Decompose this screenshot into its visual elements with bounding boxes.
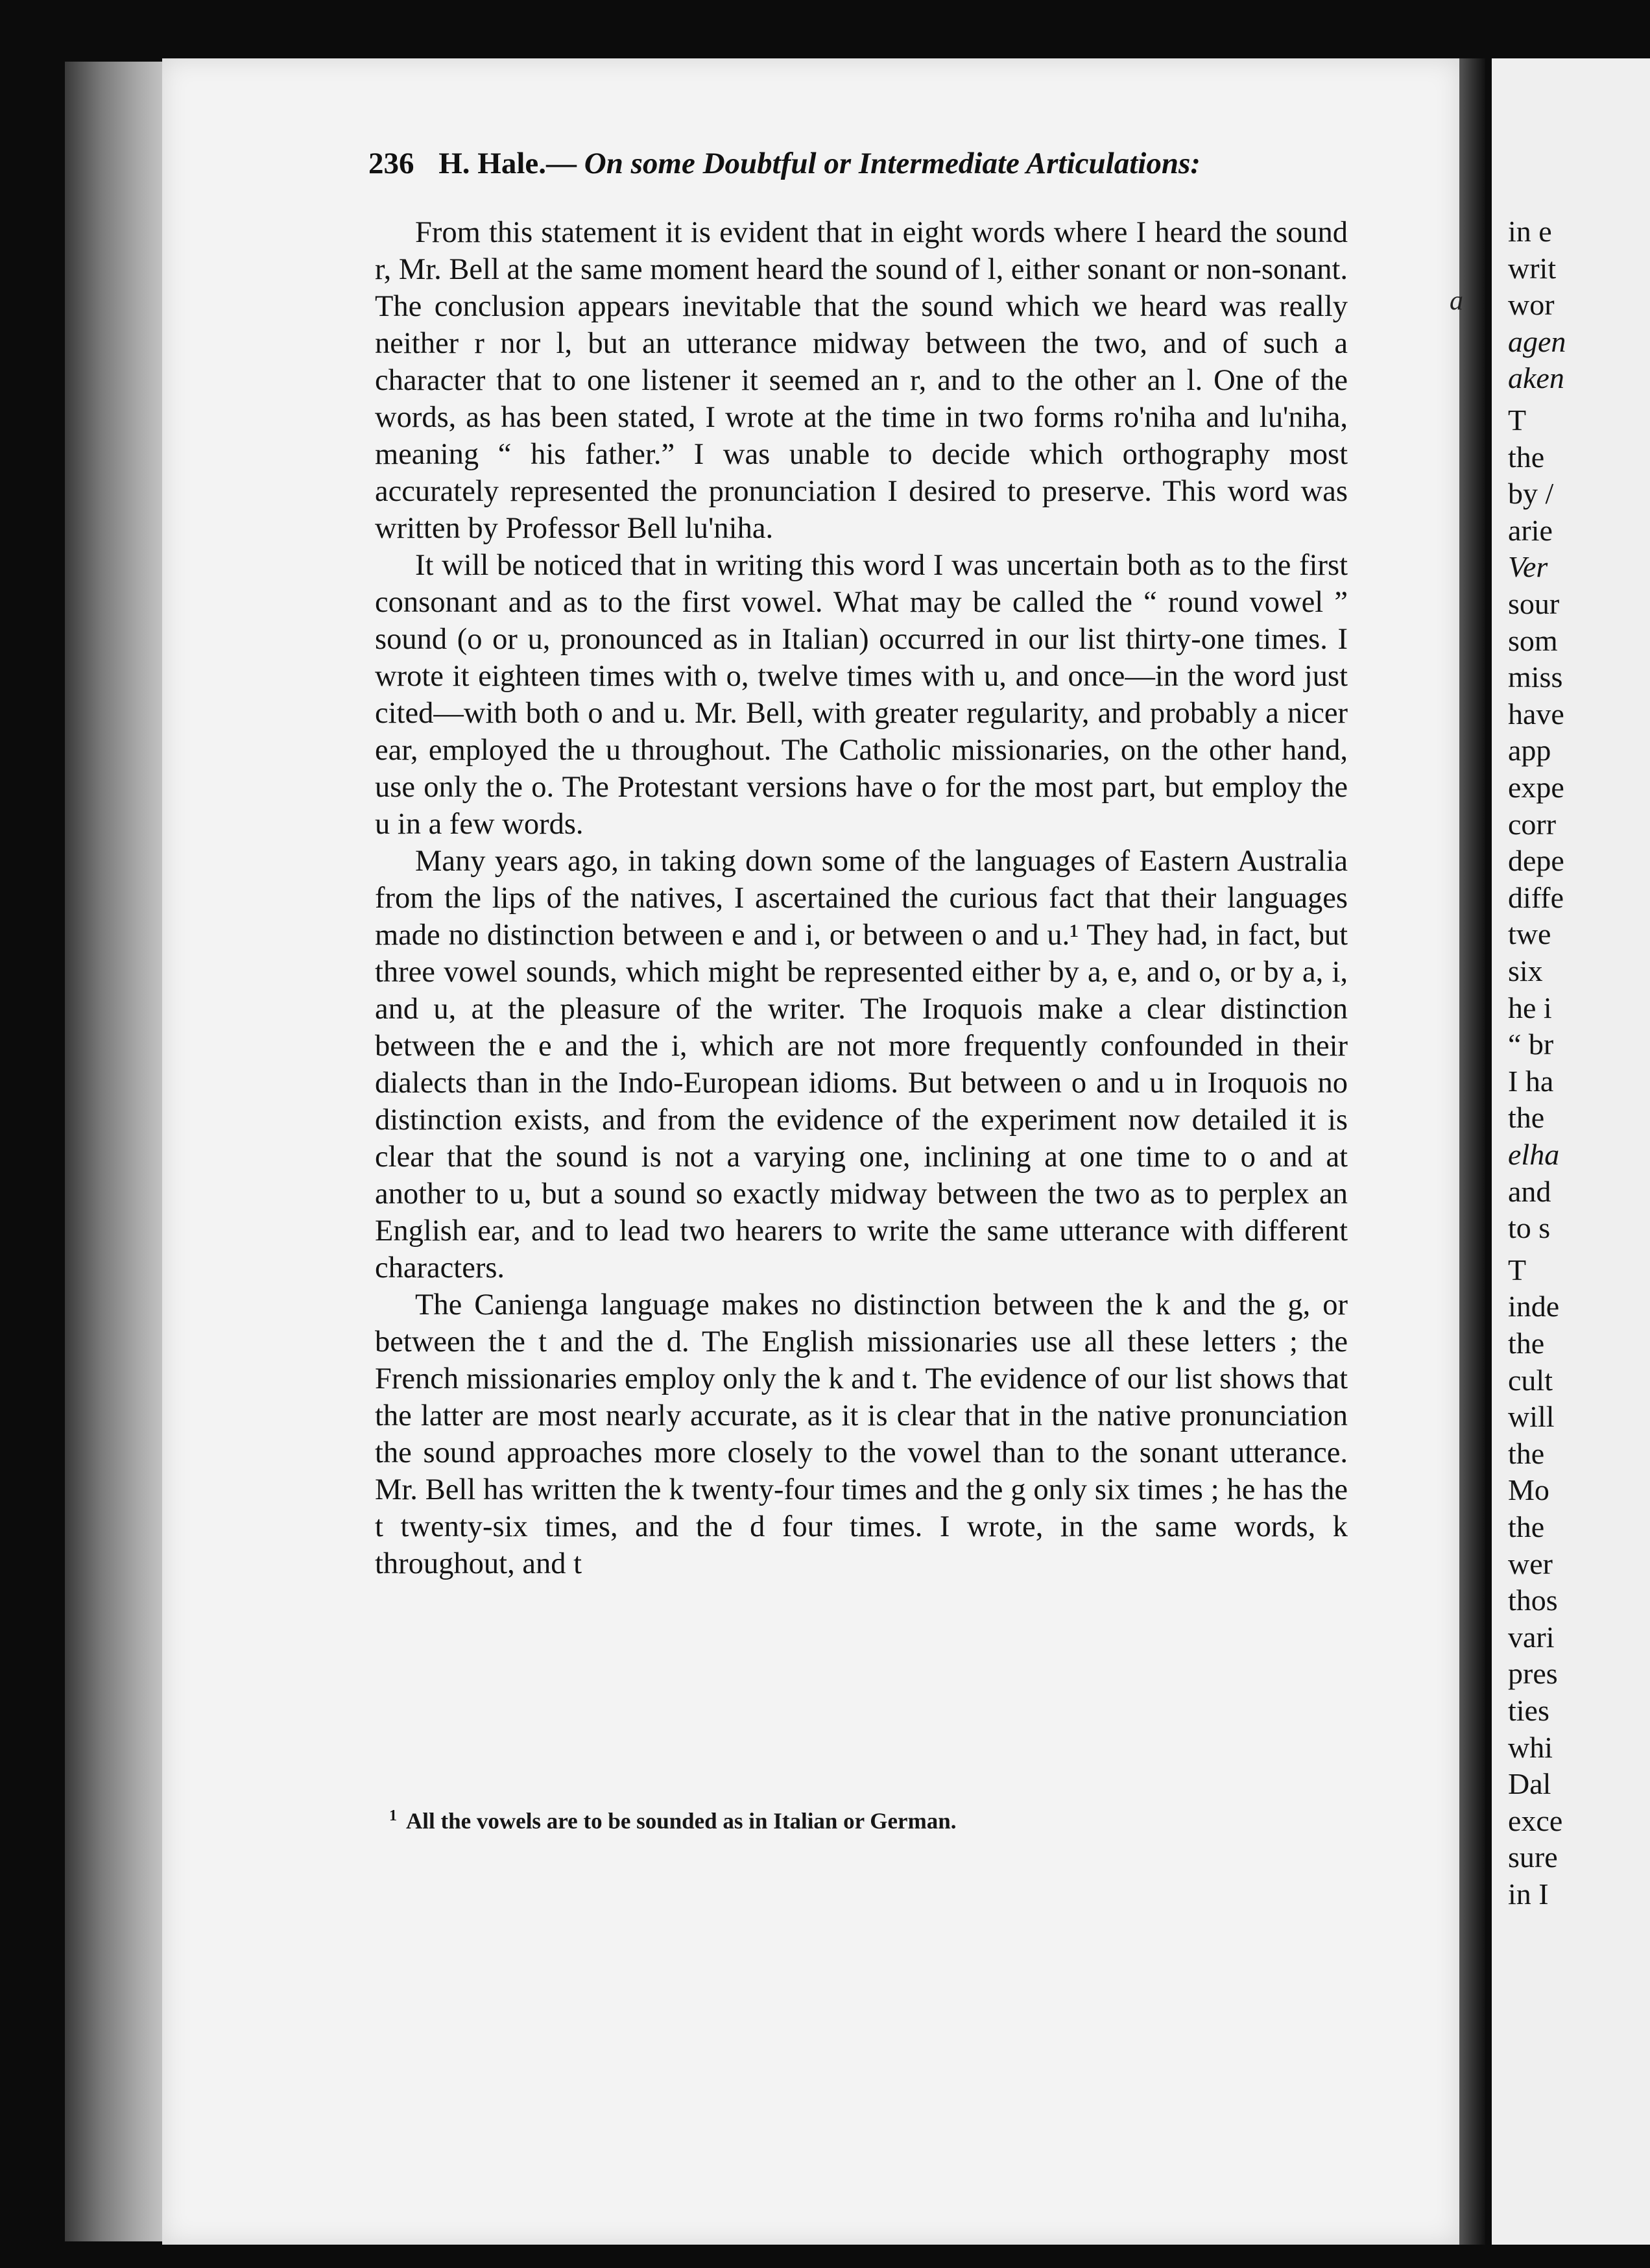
header-author: H. Hale.— xyxy=(438,147,577,180)
footnote xyxy=(389,1807,1349,1835)
facing-page-line: in I xyxy=(1508,1877,1549,1911)
paragraph: The Canienga language makes no distinction between the k and the g, or between the t and the d. The English missionaries use all these letters ; the French missionaries employ only the k and t. The evidence of our list shows that the latter are most nearly accurate, as it is clear that in the native pronunciation the sound approaches more closely to the vowel than to the sonant utterance. Mr. Bell has written the k twenty-four times and the g only six times ; he has the t twenty-six times, and the d four times. I wrote, in the same words, k throughout, and t xyxy=(375,1288,1348,1580)
facing-page-line: he i xyxy=(1508,991,1552,1024)
facing-page-line: vari xyxy=(1508,1620,1555,1654)
facing-page-line: arie xyxy=(1508,513,1553,547)
facing-page-line: will xyxy=(1508,1400,1555,1434)
facing-page-line: the xyxy=(1508,1510,1545,1543)
facing-page-line: in e xyxy=(1508,215,1552,248)
facing-page-line: the xyxy=(1508,440,1545,474)
paragraph: From this statement it is evident that in eight words where I heard the sound r, Mr. Bell at the same moment heard the sound of l, either sonant or non-sonant. The conclusion appears inevitable that the sound which we heard was really neither r nor l, but an utterance midway between the two, and of such a character that to one listener it seemed an r, and to the other an l. One of the words, as has been stated, I wrote at the time in two forms ro'niha and lu'niha, meaning “ his father.” I was unable to decide which orthography most accurately represented the pronunciation I desired to preserve. This word was written by Professor Bell lu'niha. xyxy=(375,216,1348,545)
facing-page-line: and xyxy=(1508,1174,1551,1208)
facing-page-line: sure xyxy=(1508,1840,1558,1874)
paragraph: It will be noticed that in writing this word I was uncertain both as to the first consonant and as to the first vowel. What may be called the “ round vowel ” sound (o or u, pronounced as in Italian) occurred in our list thirty-one times. I wrote it eighteen times with o, twelve times with u, and once—in the word just cited—with both o and u. Mr. Bell, with greater regularity, and probably a nicer ear, employed the u throughout. The Catholic missionaries, on the other hand, use only the o. The Protestant versions have o for the most part, but employ the u in a few words. xyxy=(375,549,1348,841)
header-title: On some Doubtful or Intermediate Articulations: xyxy=(584,147,1201,180)
facing-page-line: the xyxy=(1508,1101,1545,1135)
facing-page-line: depe xyxy=(1508,844,1564,878)
running-header xyxy=(368,146,1354,191)
footnote-mark: 1 xyxy=(389,1807,397,1824)
body-text xyxy=(375,214,1348,1582)
facing-page-line: cult xyxy=(1508,1363,1553,1397)
facing-page-line: elha xyxy=(1508,1138,1560,1171)
facing-page-line: inde xyxy=(1508,1290,1560,1323)
footnote-text: All the vowels are to be sounded as in Italian or German. xyxy=(406,1808,957,1834)
facing-page-line: app xyxy=(1508,734,1551,767)
facing-page-line: T xyxy=(1508,404,1527,437)
facing-page-line: miss xyxy=(1508,660,1563,694)
facing-page-line: “ br xyxy=(1508,1028,1554,1061)
paragraph: Many years ago, in taking down some of the languages of Eastern Australia from the lips of the natives, I ascertained the curious fact that their languages made no distinction between e and i, or between o and u.¹ They had, in fact, but three vowel sounds, which might be represented either by a, e, and o, or by a, i, and u, at the pleasure of the writer. The Iroquois make a clear distinction between the e and the i, which are not more frequently confounded in their dialects than in the Indo-European idioms. But between o and u in Iroquois no distinction exists, and from the evidence of the experiment now detailed it is clear that the sound is not a varying one, inclining at one time to o and at another to u, but a sound so exactly midway between the two as to perplex an English ear, and to lead two hearers to write the same utterance with different characters. xyxy=(375,845,1348,1285)
margin-annotation: a xyxy=(1450,286,1463,316)
facing-page-line: T xyxy=(1508,1253,1527,1286)
facing-page-line: writ xyxy=(1508,251,1557,285)
facing-page-line: sour xyxy=(1508,587,1560,620)
facing-page-line: ties xyxy=(1508,1694,1549,1727)
facing-page-line: pres xyxy=(1508,1657,1558,1691)
facing-page-line: six xyxy=(1508,954,1543,987)
facing-page-line: som xyxy=(1508,623,1558,657)
facing-page-line: to s xyxy=(1508,1211,1551,1245)
page-number: 236 xyxy=(368,147,414,180)
facing-page-line: wer xyxy=(1508,1547,1553,1580)
facing-page-line: expe xyxy=(1508,771,1564,804)
page-fold-shadow xyxy=(1459,58,1485,2245)
facing-page-line: by / xyxy=(1508,477,1554,511)
facing-page-line: thos xyxy=(1508,1584,1558,1617)
facing-page-line: agen xyxy=(1508,324,1566,358)
facing-page-line: aken xyxy=(1508,361,1564,395)
facing-page-line: Dal xyxy=(1508,1767,1551,1801)
facing-page-line: the xyxy=(1508,1436,1545,1470)
facing-page-line: Ver xyxy=(1508,550,1548,584)
facing-page-line: Mo xyxy=(1508,1473,1549,1507)
facing-page-line: wor xyxy=(1508,288,1555,322)
facing-page-line: whi xyxy=(1508,1730,1553,1764)
facing-page-line: twe xyxy=(1508,917,1551,951)
facing-page-line: I ha xyxy=(1508,1064,1554,1098)
facing-page-line: corr xyxy=(1508,807,1557,841)
facing-page-line: the xyxy=(1508,1327,1545,1360)
facing-page-line: exce xyxy=(1508,1804,1563,1837)
facing-page-line: diffe xyxy=(1508,880,1564,914)
book-gutter xyxy=(65,62,169,2241)
facing-page-line: have xyxy=(1508,697,1564,730)
